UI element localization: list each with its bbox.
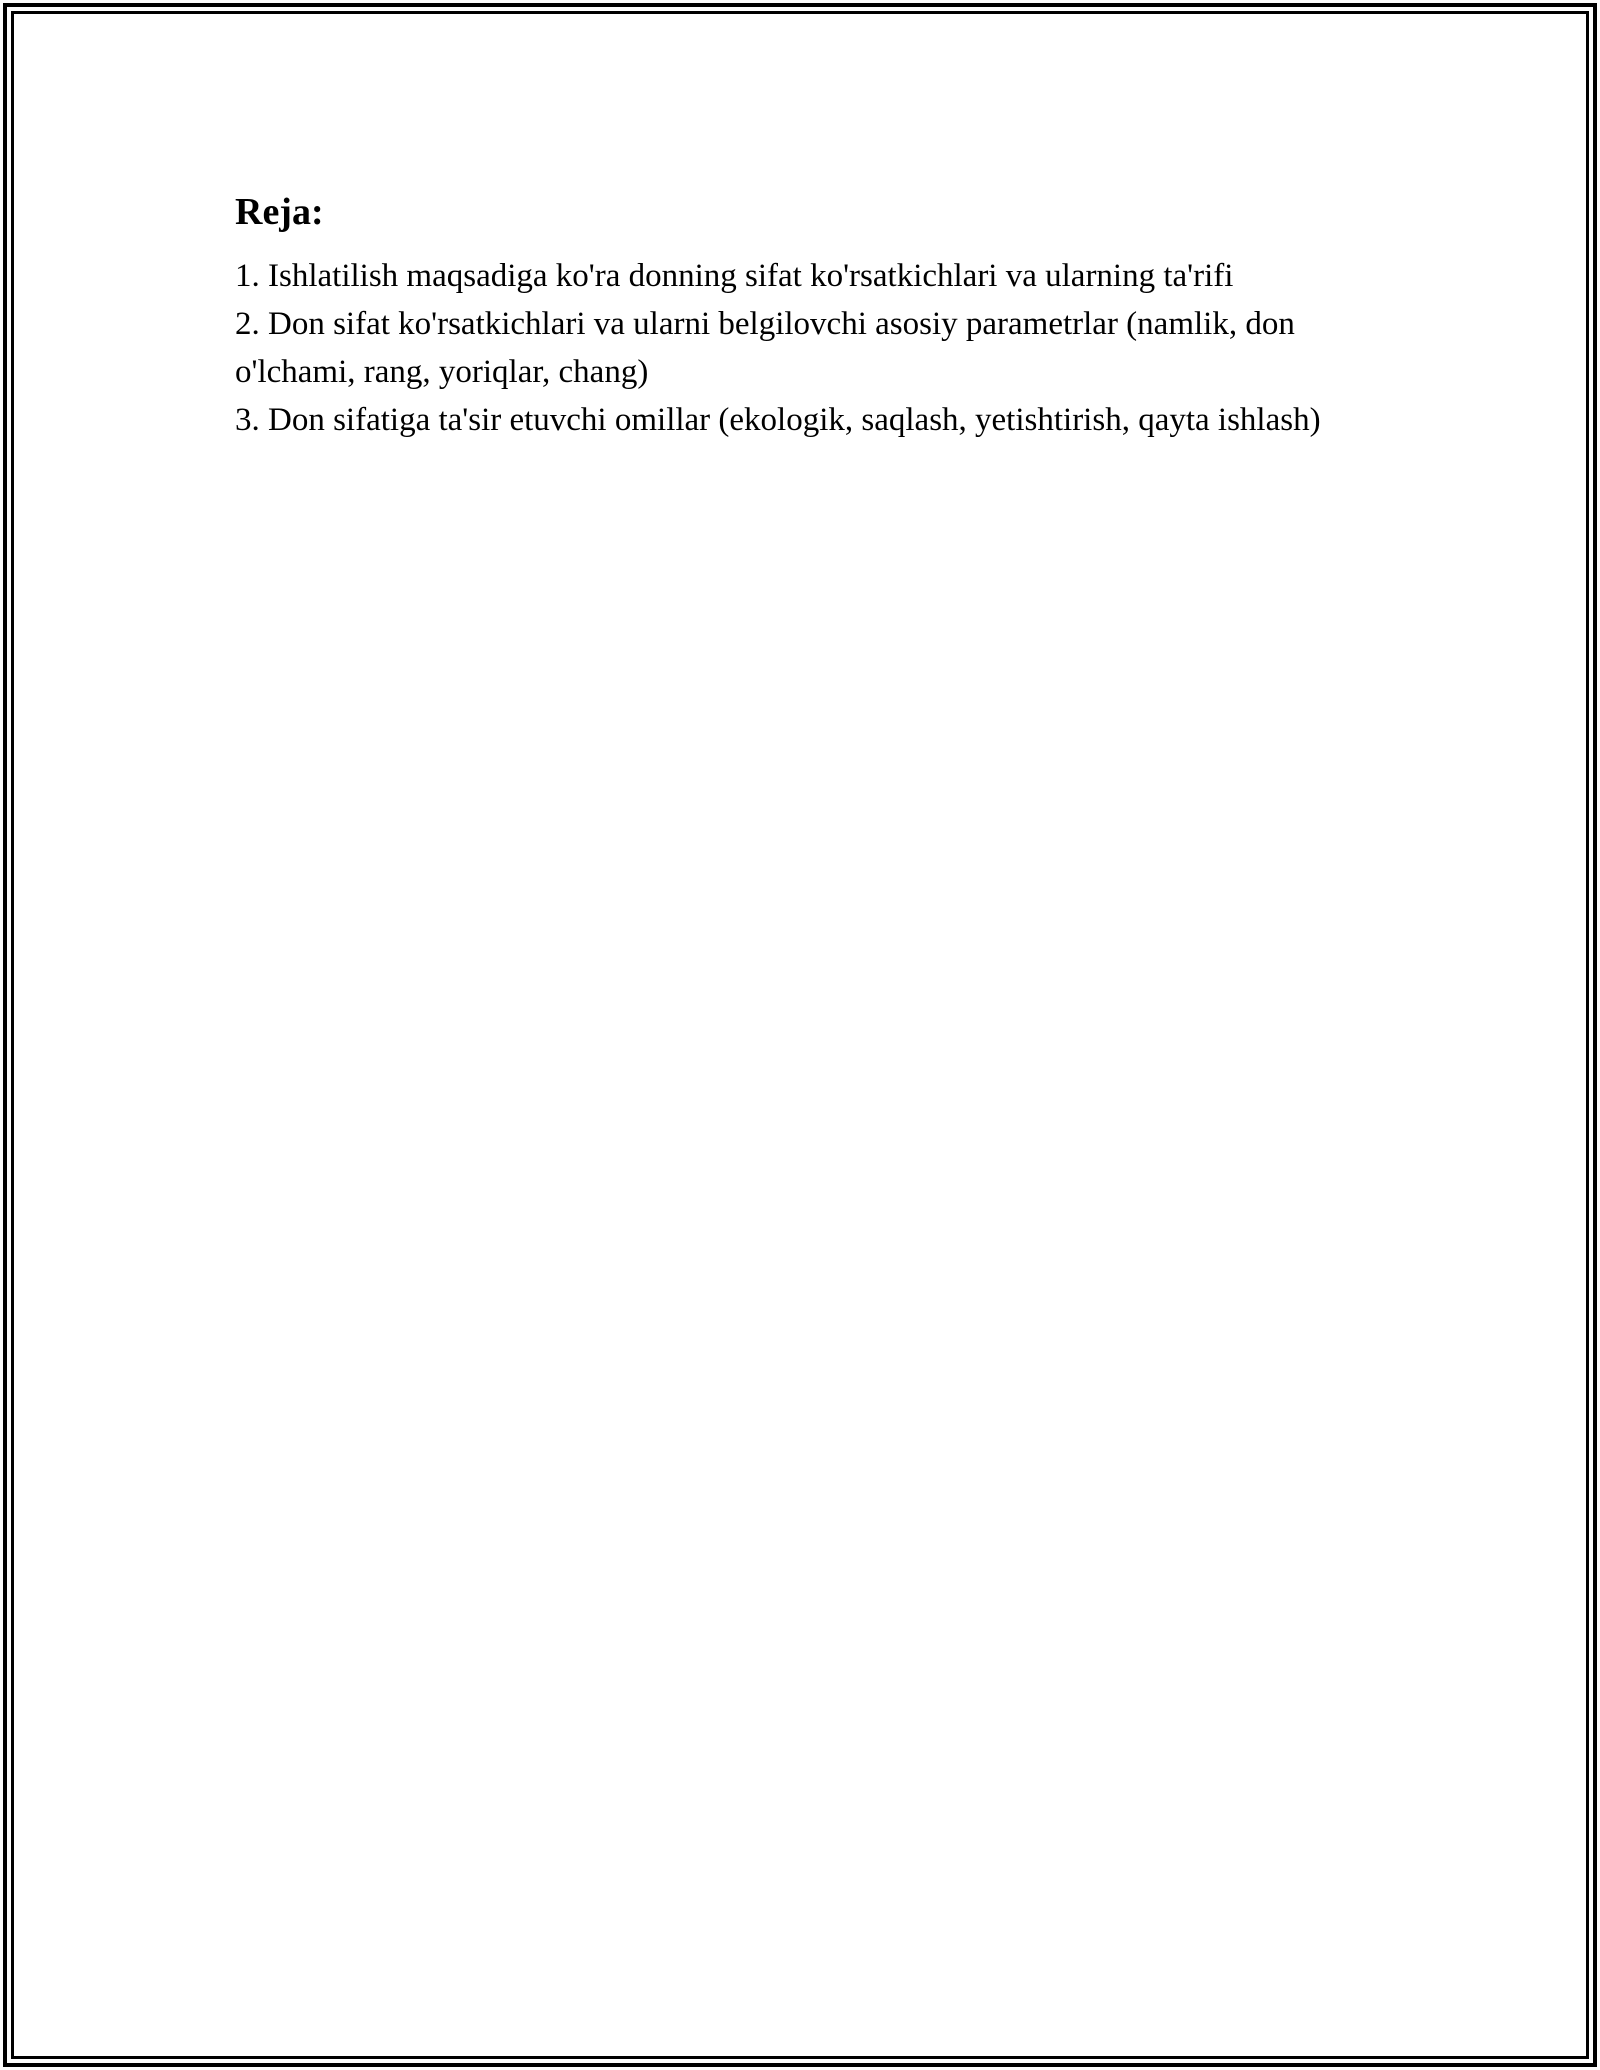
- plan-item-1: 1. Ishlatilish maqsadiga ko'ra donning sifat ko'rsatkichlari va ularning ta'rifi: [235, 258, 1234, 294]
- plan-item-3: 3. Don sifatiga ta'sir etuvchi omillar (ekologik, saqlash, yetishtirish, qayta ishlash): [235, 402, 1321, 438]
- plan-item-2: 2. Don sifat ko'rsatkichlari va ularni belgilovchi asosiy parametrlar (namlik, don o'lchami, rang, yoriqlar, chang): [235, 306, 1295, 390]
- plan-heading: Reja:: [235, 191, 324, 233]
- plan-list: [235, 252, 1365, 444]
- page-content: [235, 186, 1365, 444]
